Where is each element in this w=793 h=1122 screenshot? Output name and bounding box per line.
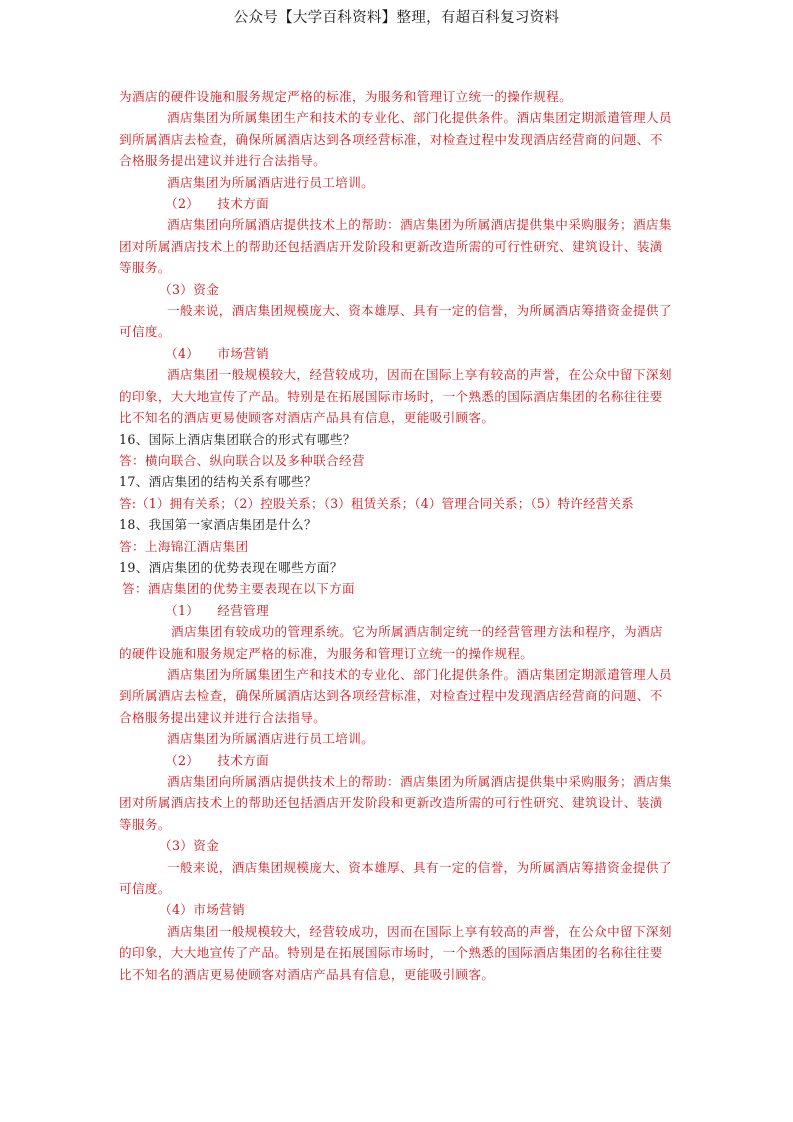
answer-16: 答：横向联合、纵向联合以及多种联合经营	[119, 452, 365, 468]
paragraph: 酒店集团向所属酒店提供技术上的帮助：酒店集团为所属酒店提供集中采购服务；酒店集团对所属酒店技术上的帮助还包括酒店开发阶段和更新改造所需的可行性研究、建筑设计、装潢等服务。	[119, 774, 672, 832]
section-heading: （4）市场营销	[159, 902, 246, 918]
question-18: 18、我国第一家酒店集团是什么？	[119, 517, 317, 533]
answer-19: 答：酒店集团的优势主要表现在以下方面	[122, 581, 355, 597]
question-16: 16、国际上酒店集团联合的形式有哪些？	[119, 431, 356, 447]
paragraph: 为酒店的硬件设施和服务规定严格的标准，为服务和管理订立统一的操作规程。	[119, 89, 573, 104]
answer-18: 答：上海锦江酒店集团	[119, 538, 249, 554]
heading-number: （2）	[165, 752, 200, 768]
section-heading: （3）资金	[159, 838, 220, 854]
paragraph: 酒店集团为所属集团生产和技术的专业化、部门化提供条件。酒店集团定期派遣管理人员到所属酒店去检查，确保所属酒店达到各项经营标准，对检查过程中发现酒店经营商的问题、不合格服务提出建议并进行合法指导。	[119, 110, 672, 169]
paragraph: 酒店集团一般规模较大，经营较成功，因而在国际上享有较高的声誉，在公众中留下深刻的印象，大大地宣传了产品。特别是在拓展国际市场时，一个熟悉的国际酒店集团的名称往往要比不知名的酒店更易使顾客对酒店产品具有信息，更能吸引顾客。	[119, 367, 672, 426]
paragraph: 酒店集团一般规模较大，经营较成功，因而在国际上享有较高的声誉，在公众中留下深刻的印象，大大地宣传了产品。特别是在拓展国际市场时，一个熟悉的国际酒店集团的名称往往要比不知名的酒店更易使顾客对酒店产品具有信息，更能吸引顾客。	[119, 923, 672, 982]
section-heading	[119, 600, 675, 621]
document-body	[119, 86, 675, 985]
heading-number: （1）	[165, 602, 200, 618]
paragraph: 一般来说，酒店集团规模庞大、资本雄厚、具有一定的信誉，为所属酒店筹措资金提供了可信度。	[119, 303, 672, 340]
paragraph: 酒店集团为所属酒店进行员工培训。	[167, 174, 375, 190]
section-heading	[119, 750, 675, 771]
paragraph: 酒店集团向所属酒店提供技术上的帮助：酒店集团为所属酒店提供集中采购服务；酒店集团对所属酒店技术上的帮助还包括酒店开发阶段和更新改造所需的可行性研究、建筑设计、装潢等服务。	[119, 217, 672, 276]
section-heading	[119, 193, 675, 214]
section-heading: （3）资金	[159, 281, 220, 297]
paragraph: 酒店集团有较成功的管理系统。它为所属酒店制定统一的经营管理方法和程序，为酒店的硬件设施和服务规定严格的标准，为服务和管理订立统一的操作规程。	[119, 624, 663, 661]
heading-title: 技术方面	[217, 752, 270, 768]
section-heading	[119, 343, 675, 364]
answer-17: 答:（1）拥有关系；（2）控股关系；（3）租赁关系；（4）管理合同关系；（5）特许经营关系	[119, 495, 634, 511]
question-17: 17、酒店集团的结构关系有哪些？	[119, 474, 317, 490]
heading-title: 技术方面	[217, 196, 270, 212]
heading-number: （4）	[165, 345, 200, 361]
paragraph: 酒店集团为所属酒店进行员工培训。	[167, 731, 375, 747]
question-19: 19、酒店集团的优势表现在哪些方面？	[119, 559, 343, 575]
heading-title: 经营管理	[217, 602, 270, 618]
page-header: 公众号【大学百科资料】整理，有超百科复习资料	[233, 10, 560, 26]
heading-number: （2）	[165, 196, 200, 212]
paragraph: 一般来说，酒店集团规模庞大、资本雄厚、具有一定的信誉，为所属酒店筹措资金提供了可信度。	[119, 859, 672, 897]
heading-title: 市场营销	[217, 345, 270, 361]
paragraph: 酒店集团为所属集团生产和技术的专业化、部门化提供条件。酒店集团定期派遣管理人员到所属酒店去检查，确保所属酒店达到各项经营标准，对检查过程中发现酒店经营商的问题、不合格服务提出建议并进行合法指导。	[119, 666, 672, 725]
